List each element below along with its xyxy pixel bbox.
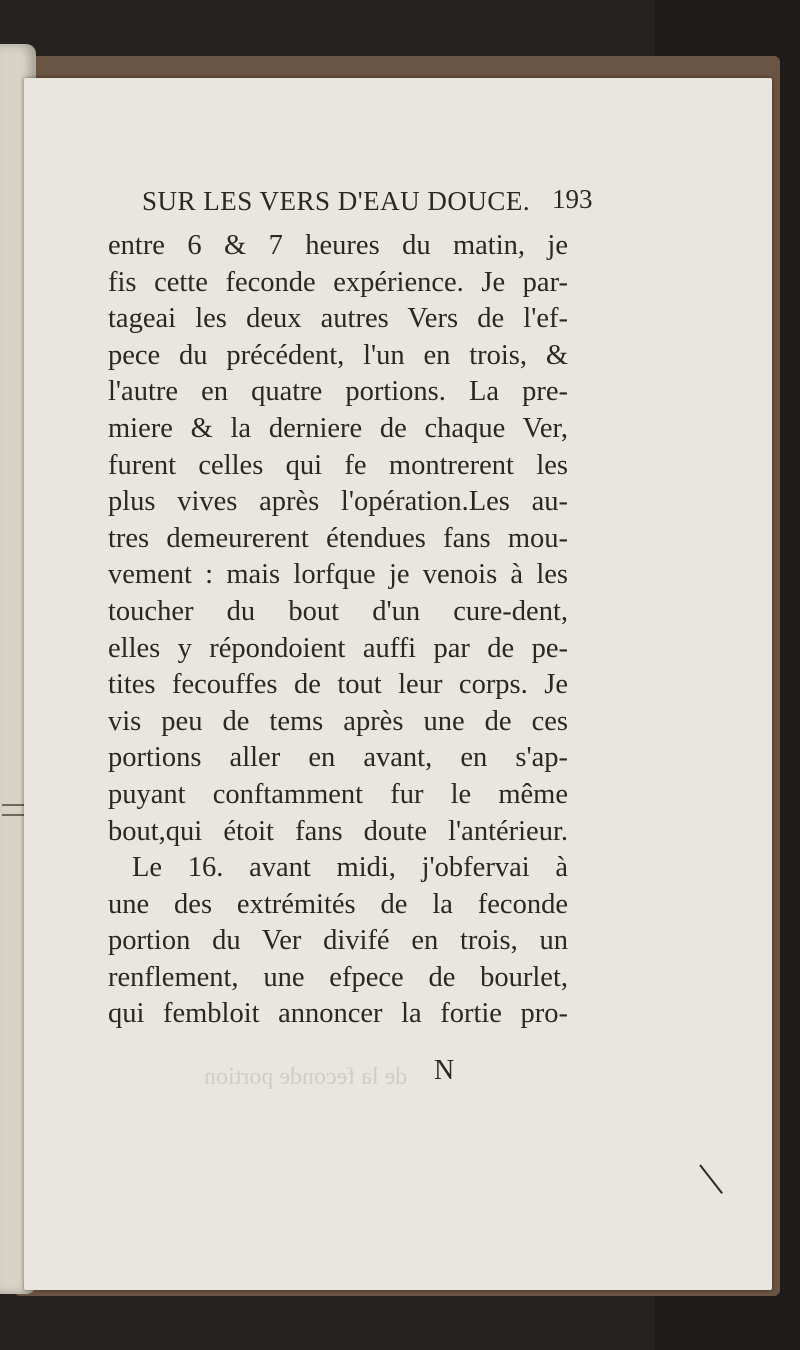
- text-line: tites fecouffes de tout leur corps. Je: [108, 669, 568, 701]
- text-line: elles y répondoient auffi par de pe-: [108, 632, 568, 664]
- page-content: [24, 78, 772, 1290]
- text-line: portion du Ver divifé en trois, un: [108, 925, 568, 957]
- body-text: [108, 228, 568, 1033]
- text-line: renflement, une efpece de bourlet,: [108, 961, 568, 993]
- text-line: Le 16. avant midi, j'obfervai à: [132, 852, 568, 884]
- running-head: SUR LES VERS D'EAU DOUCE.: [142, 186, 531, 216]
- text-line: furent celles qui fe montrerent les: [108, 449, 568, 481]
- text-line: plus vives après l'opération.Les au-: [108, 486, 568, 518]
- text-line: une des extrémités de la feconde: [108, 888, 568, 920]
- page-number: 193: [552, 184, 593, 214]
- text-line: fis cette feconde expérience. Je par-: [108, 266, 568, 298]
- text-line: bout,qui étoit fans doute l'antérieur.: [108, 815, 568, 847]
- text-line: entre 6 & 7 heures du matin, je: [108, 230, 568, 261]
- signature-mark: N: [434, 1055, 455, 1086]
- text-line: tageai les deux autres Vers de l'ef-: [108, 303, 568, 335]
- text-line: puyant conftamment fur le même: [108, 778, 568, 810]
- text-line: tres demeurerent étendues fans mou-: [108, 522, 568, 554]
- text-line: miere & la derniere de chaque Ver,: [108, 412, 568, 444]
- text-line: toucher du bout d'un cure-dent,: [108, 595, 568, 627]
- bleed-through-text: de la feconde portion: [204, 1064, 408, 1090]
- text-line: l'autre en quatre portions. La pre-: [108, 376, 568, 408]
- book-page: [24, 78, 772, 1290]
- text-line: portions aller en avant, en s'ap-: [108, 742, 568, 774]
- text-line: pece du précédent, l'un en trois, &: [108, 339, 568, 371]
- text-line: vement : mais lorfque je venois à les: [108, 559, 568, 591]
- text-line: qui fembloit annoncer la fortie pro-: [108, 998, 568, 1030]
- page-scratch-mark: [699, 1164, 723, 1194]
- text-line: vis peu de tems après une de ces: [108, 705, 568, 737]
